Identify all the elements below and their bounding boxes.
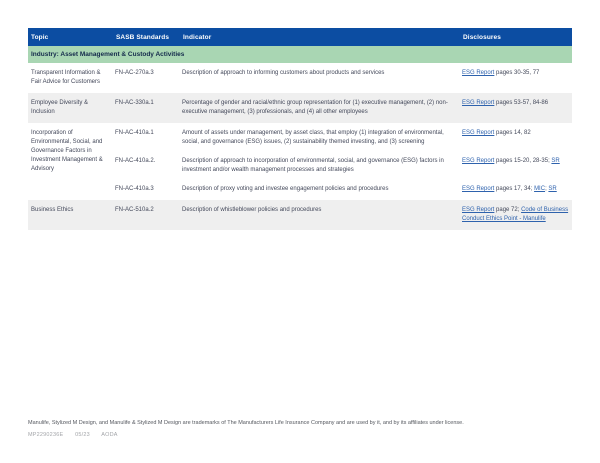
doc-date: 05/23: [75, 432, 90, 438]
esg-report-link[interactable]: ESG Report: [462, 207, 495, 213]
code-of-business-conduct-ethics-point-link[interactable]: Code of Business Conduct Ethics Point - Manulife: [462, 207, 569, 222]
topic-cell: Transparent Information & Fair Advice for Customers: [31, 70, 101, 85]
column-header-disclosures: Disclosures: [463, 33, 501, 41]
indicator-entry: [113, 69, 572, 78]
disclosure-cell: [460, 69, 572, 78]
topic-cell: Business Ethics: [31, 207, 74, 213]
indicator-cell: Description of whistleblower policies and procedures: [182, 207, 322, 213]
esg-report-link[interactable]: ESG Report: [462, 70, 495, 76]
esg-report-link[interactable]: ESG Report: [462, 100, 495, 106]
indicator-entry: [113, 185, 572, 194]
document-meta: [28, 432, 572, 438]
disclosure-text: ;: [545, 186, 549, 192]
disclosure-cell: [460, 157, 572, 175]
table-body: [28, 63, 572, 230]
table-header-row: [28, 28, 572, 46]
disclosure-cell: [460, 99, 572, 117]
sr-link[interactable]: SR: [551, 158, 560, 164]
esg-report-link[interactable]: ESG Report: [462, 158, 495, 164]
column-header-indicator: Indicator: [183, 33, 212, 41]
doc-code: MP2290236E: [28, 432, 64, 438]
disclosure-text: page 72;: [494, 207, 522, 213]
sasb-standard-cell: FN-AC-330a.1: [115, 100, 154, 106]
table-row: [28, 123, 572, 200]
indicator-entry: [113, 99, 572, 117]
sasb-standard-cell: FN-AC-510a.2: [115, 207, 154, 213]
esg-report-link[interactable]: ESG Report: [462, 130, 495, 136]
sasb-standard-cell: FN-AC-410a.2.: [115, 158, 156, 164]
sasb-standard-cell: FN-AC-270a.3: [115, 70, 154, 76]
table-row: [28, 93, 572, 123]
sasb-standard-cell: FN-AC-410a.1: [115, 130, 154, 136]
page-footer: [28, 419, 572, 438]
column-header-topic: Topic: [31, 33, 49, 41]
entry-list: [113, 206, 572, 224]
trademark-notice: Manulife, Stylized M Design, and Manulife & Stylized M Design are trademarks of The Manufacturers Life Insurance Company and are used by it, and by its affiliates under license.: [28, 420, 464, 426]
indicator-entry: [113, 206, 572, 224]
indicator-cell: Description of proxy voting and investee engagement policies and procedures: [182, 186, 389, 192]
aoda-tag: AODA: [101, 432, 118, 438]
entry-list: [113, 99, 572, 117]
sasb-table: [28, 28, 572, 230]
disclosure-cell: [460, 129, 572, 147]
disclosure-text: pages 17, 34;: [494, 186, 535, 192]
sasb-standard-cell: FN-AC-410a.3: [115, 186, 154, 192]
indicator-entry: [113, 129, 572, 147]
indicator-cell: Description of approach to informing customers about products and services: [182, 70, 385, 76]
esg-report-link[interactable]: ESG Report: [462, 186, 495, 192]
sr-link[interactable]: SR: [548, 186, 557, 192]
entry-list: [113, 129, 572, 194]
indicator-cell: Amount of assets under management, by asset class, that employ (1) integration of environmental, social, and governance (ESG) issues, (2) sustainability themed investing, and (3) screening: [182, 130, 444, 145]
indicator-cell: Description of approach to incorporation of environmental, social, and governance (ESG) factors in investment and/or wealth management processes and strategies: [182, 158, 444, 173]
entry-list: [113, 69, 572, 87]
disclosure-text: pages 30-35, 77: [494, 70, 540, 76]
disclosure-text: pages 53-57, 84-86: [494, 100, 549, 106]
disclosure-text: pages 15-20, 28-35;: [494, 158, 552, 164]
indicator-cell: Percentage of gender and racial/ethnic group representation for (1) executive management, (2) non-executive management, (3) professionals, and (4) all other employees: [182, 100, 448, 115]
topic-cell: Incorporation of Environmental, Social, and Governance Factors in Investment Management & Advisory: [31, 130, 103, 172]
mic-link[interactable]: MIC: [534, 186, 546, 192]
disclosure-cell: [460, 185, 572, 194]
industry-section-header: Industry: Asset Management & Custody Activities: [28, 46, 572, 63]
indicator-entry: [113, 157, 572, 175]
disclosure-text: pages 14, 82: [494, 130, 531, 136]
table-row: [28, 63, 572, 93]
disclosure-cell: [460, 206, 572, 224]
table-row: [28, 200, 572, 230]
topic-cell: Employee Diversity & Inclusion: [31, 100, 89, 115]
column-header-sasb-standards: SASB Standards: [116, 33, 170, 41]
